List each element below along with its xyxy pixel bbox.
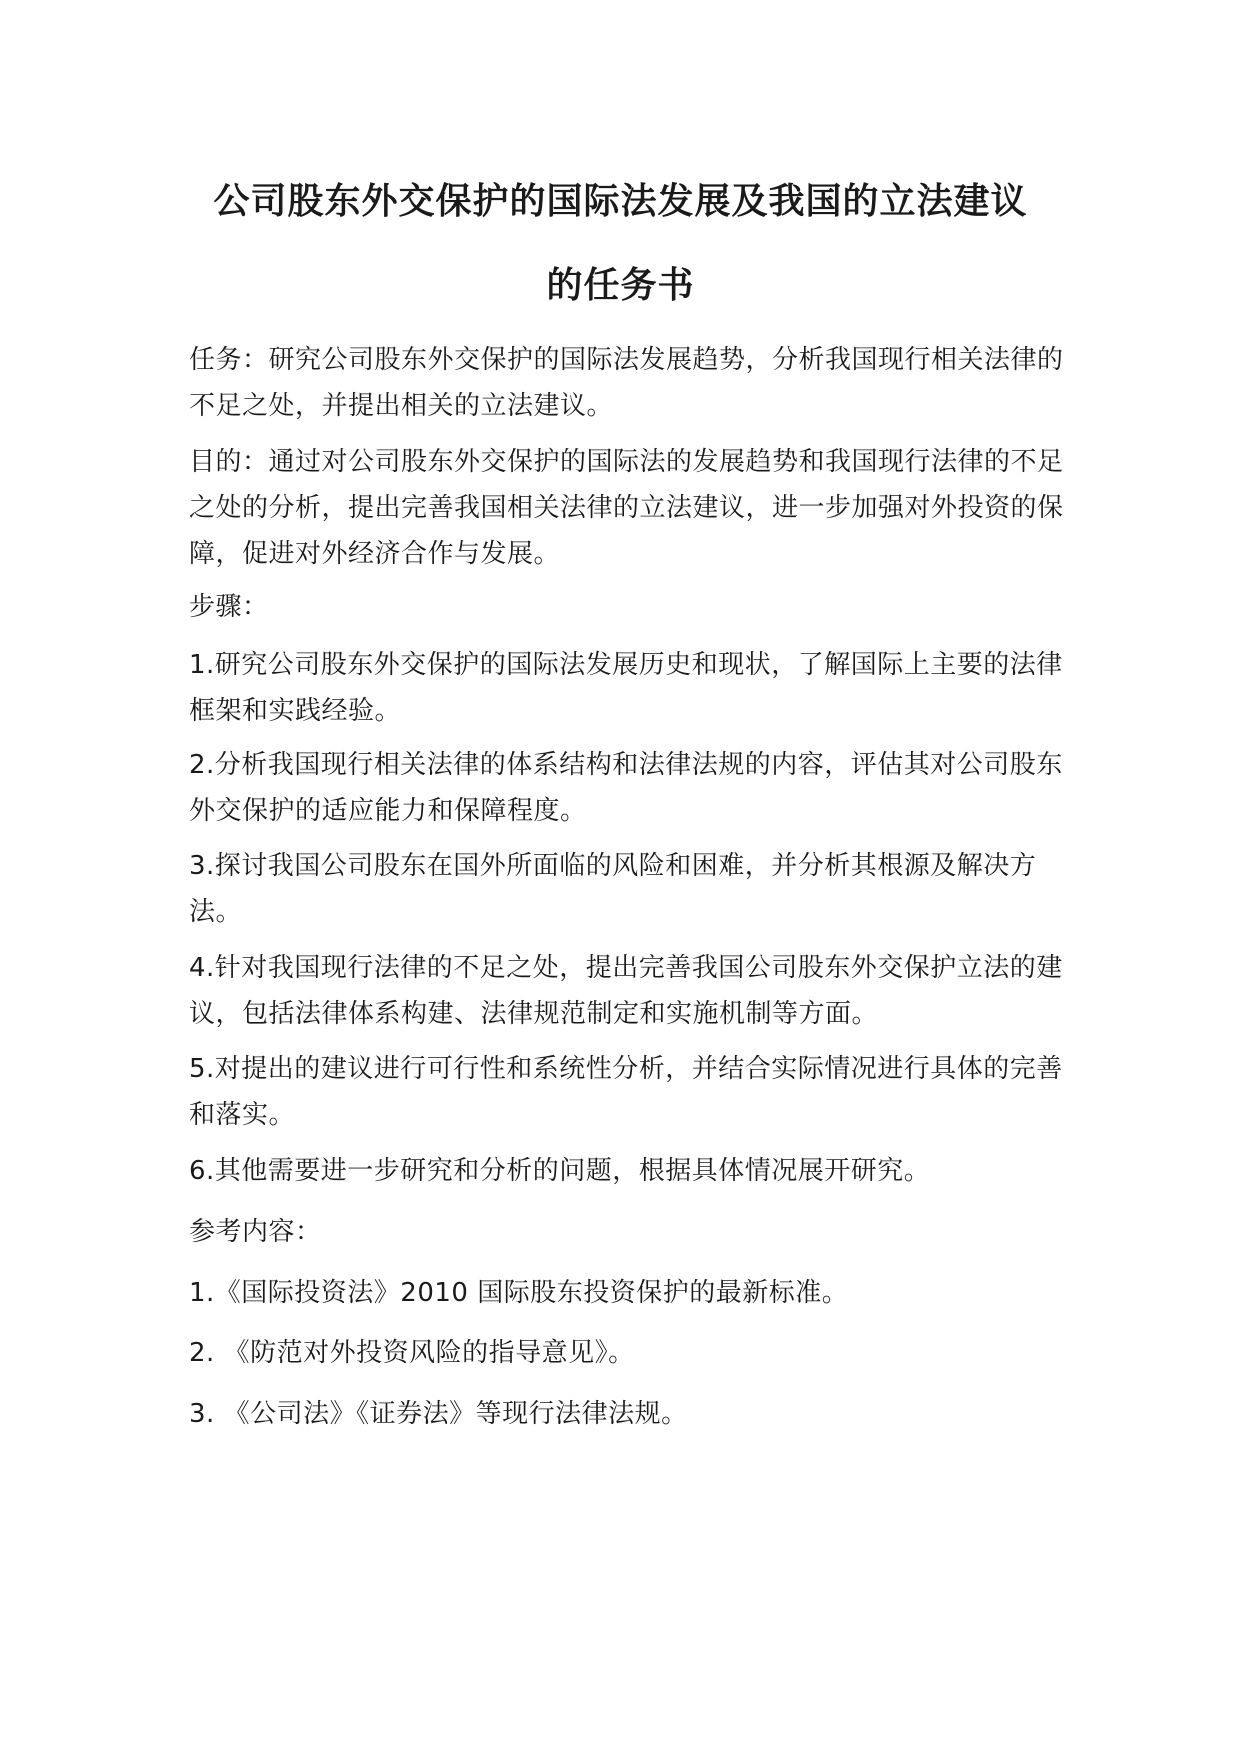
references-heading: 参考内容： (189, 1217, 322, 1247)
reference-item: 3. 《公司法》《证券法》等现行法律法规。 (189, 1399, 688, 1429)
document-title-line-1: 公司股东外交保护的国际法发展及我国的立法建议 (213, 181, 1028, 222)
step-item: 6.其他需要进一步研究和分析的问题，根据具体情况展开研究。 (189, 1156, 931, 1186)
document-title-line-2: 的任务书 (546, 265, 695, 306)
step-item: 3.探讨我国公司股东在国外所面临的风险和困难，并分析其根源及解决方法。 (189, 851, 1037, 927)
step-item: 2.分析我国现行相关法律的体系结构和法律法规的内容，评估其对公司股东外交保护的适应能力和保障程度。 (189, 750, 1063, 826)
step-item: 4.针对我国现行法律的不足之处，提出完善我国公司股东外交保护立法的建议，包括法律体系构建、法律规范制定和实施机制等方面。 (189, 953, 1063, 1029)
steps-heading: 步骤： (189, 592, 269, 622)
step-item: 1.研究公司股东外交保护的国际法发展历史和现状，了解国际上主要的法律框架和实践经验。 (189, 650, 1063, 726)
purpose-paragraph: 目的：通过对公司股东外交保护的国际法的发展趋势和我国现行法律的不足之处的分析，提出完善我国相关法律的立法建议，进一步加强对外投资的保障，促进对外经济合作与发展。 (189, 447, 1064, 569)
reference-item: 2. 《防范对外投资风险的指导意见》。 (189, 1338, 635, 1368)
step-item: 5.对提出的建议进行可行性和系统性分析，并结合实际情况进行具体的完善和落实。 (189, 1054, 1063, 1130)
reference-item: 1.《国际投资法》2010 国际股东投资保护的最新标准。 (189, 1278, 849, 1308)
task-paragraph: 任务：研究公司股东外交保护的国际法发展趋势，分析我国现行相关法律的不足之处，并提出相关的立法建议。 (189, 345, 1064, 421)
